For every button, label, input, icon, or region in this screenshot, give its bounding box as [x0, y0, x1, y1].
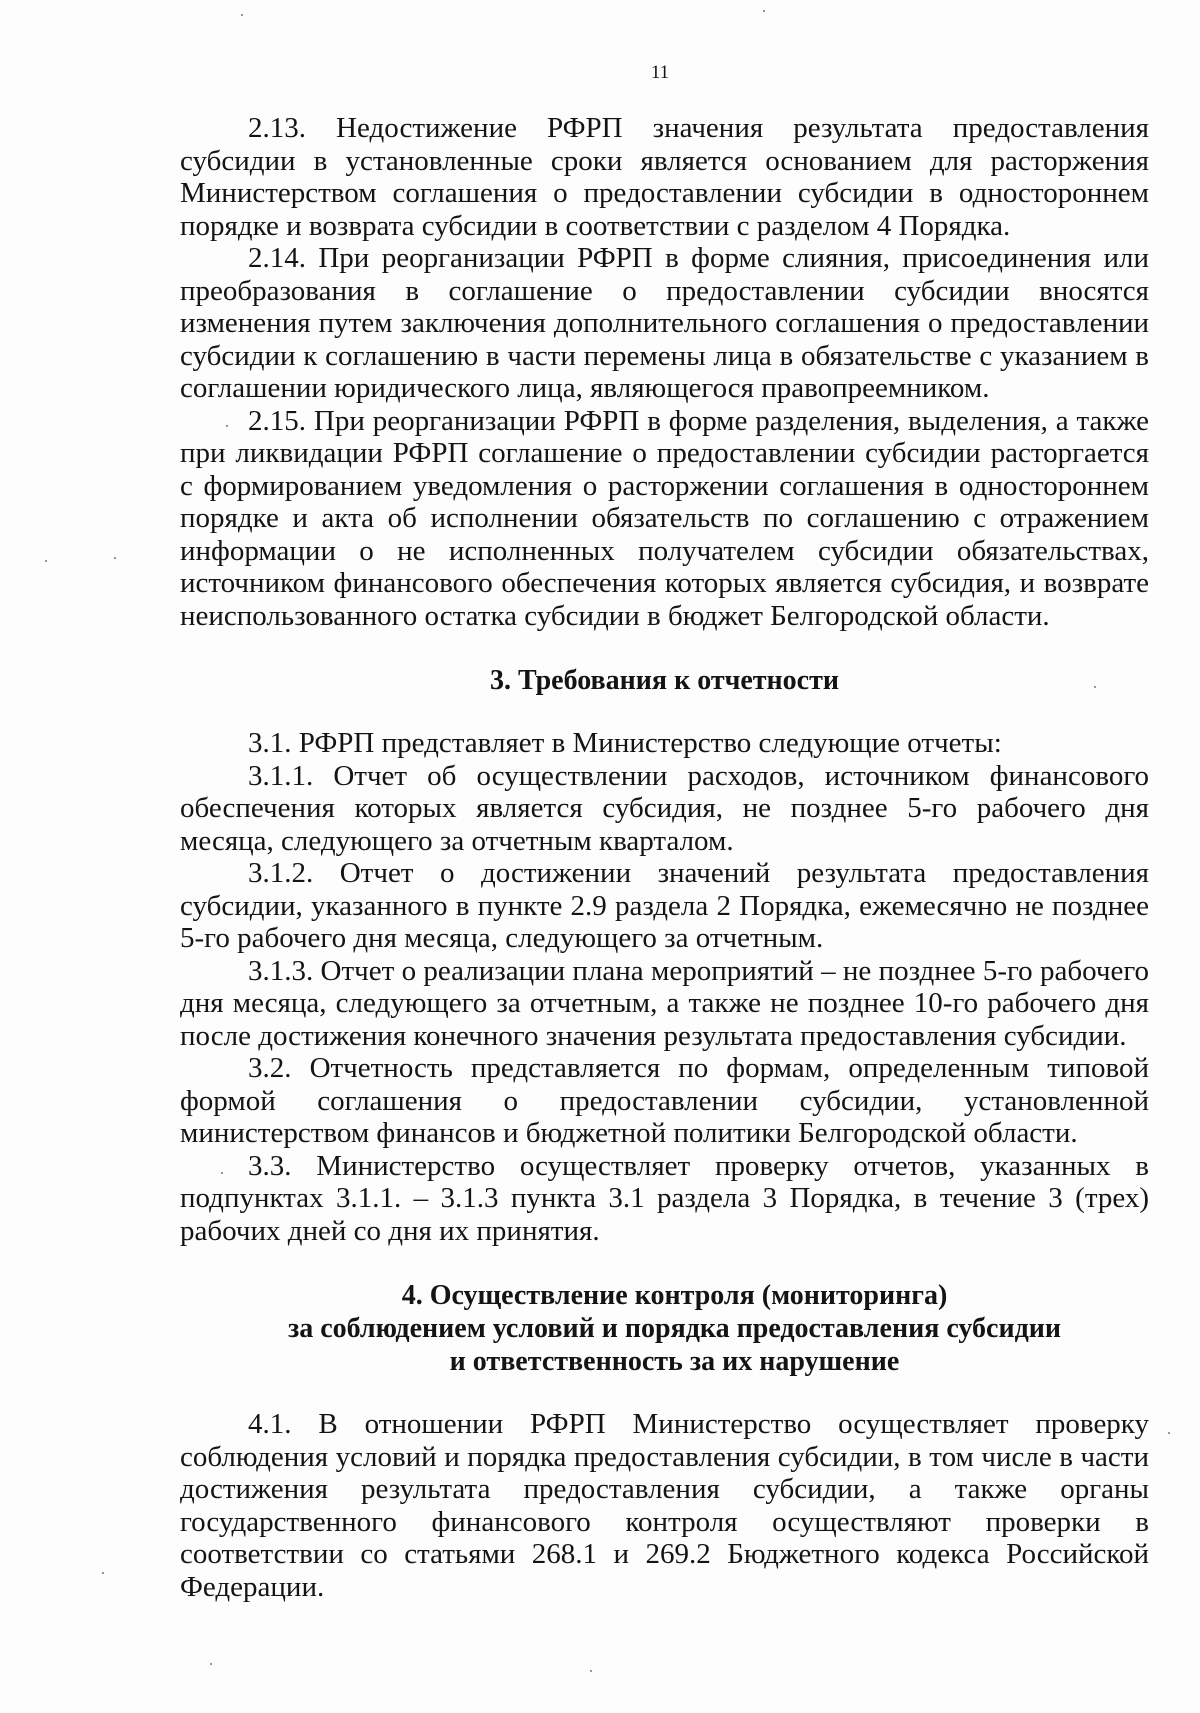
section-4-title-line-1: 4. Осуществление контроля (мониторинга) [401, 1280, 948, 1311]
paragraph-3-1-3: 3.1.3. Отчет о реализации плана мероприятий – не позднее 5-го рабочего дня месяца, следующего за отчетным, а также не позднее 10-го рабочего дня после достижения конечного значения результата предоставления субсидии. [180, 954, 1149, 1052]
paragraph-4-1: 4.1. В отношении РФРП Министерство осуществляет проверку соблюдения условий и порядка предоставления субсидии, в том числе в части достижения результата предоставления субсидии, а также органы государственного финансового контроля осуществляют проверки в соответствии со статьями 268.1 и 269.2 Бюджетного кодекса Российской Федерации. [180, 1408, 1149, 1603]
paragraph-3-3: 3.3. Министерство осуществляет проверку отчетов, указанных в подпунктах 3.1.1. – 3.1.3 пункта 3.1 раздела 3 Порядка, в течение 3 (трех) рабочих дней со дня их принятия. [180, 1149, 1149, 1247]
paragraph-2-13: 2.13. Недостижение РФРП значения результата предоставления субсидии в установленные сроки является основанием для расторжения Министерством соглашения о предоставлении субсидии в одностороннем порядке и возврата субсидии в соответствии с разделом 4 Порядка. [180, 112, 1149, 242]
spacer [180, 632, 1149, 664]
section-4-title-line-3: и ответственность за их нарушение [449, 1346, 900, 1377]
paragraph-3-1-2: 3.1.2. Отчет о достижении значений результата предоставления субсидии, указанного в пункте 2.9 раздела 2 Порядка, ежемесячно не позднее 5-го рабочего дня месяца, следующего за отчетным. [180, 857, 1149, 954]
spacer [180, 1247, 1149, 1279]
scan-speck [241, 14, 243, 16]
paragraph-3-2: 3.2. Отчетность представляется по формам, определенным типовой формой соглашения о предоставлении субсидии, установленной министерством финансов и бюджетной политики Белгородской области. [180, 1052, 1149, 1149]
scan-speck [763, 10, 765, 12]
paragraph-2-15: 2.15. При реорганизации РФРП в форме разделения, выделения, а также при ликвидации РФРП соглашение о предоставлении субсидии расторгается с формированием уведомления о расторжении соглашения в одностороннем порядке и акта об исполнении обязательств по соглашению с отражением информации о не исполненных получателем субсидии обязательствах, источником финансового обеспечения которых является субсидия, и возврате неиспользованного остатка субсидии в бюджет Белгородской области. [180, 404, 1149, 632]
section-4-title-line-2: за соблюдением условий и порядка предоставления субсидии [287, 1313, 1062, 1344]
scan-speck [45, 560, 47, 562]
scan-speck [210, 1663, 212, 1665]
page-number: 11 [650, 62, 670, 83]
spacer [180, 697, 1149, 727]
paragraph-2-14: 2.14. При реорганизации РФРП в форме слияния, присоединения или преобразования в соглашение о предоставлении субсидии вносятся изменения путем заключения дополнительного соглашения о предоставлении субсидии к соглашению в части перемены лица в обязательстве с указанием в соглашении юридического лица, являющегося правопреемником. [180, 242, 1149, 404]
section-3-title: 3. Требования к отчетности [489, 665, 839, 696]
scan-speck [1168, 1432, 1170, 1434]
scan-speck [226, 425, 228, 427]
scan-speck [102, 1572, 104, 1574]
scan-speck [114, 557, 116, 559]
section-4-title [180, 1279, 1149, 1378]
scan-speck [590, 1670, 592, 1672]
document-body [180, 112, 1149, 1603]
scan-speck [1094, 686, 1096, 688]
paragraph-3-1: 3.1. РФРП представляет в Министерство следующие отчеты: [248, 727, 1002, 759]
spacer [180, 1378, 1149, 1408]
scan-speck [221, 1172, 223, 1174]
paragraph-3-1-1: 3.1.1. Отчет об осуществлении расходов, источником финансового обеспечения которых является субсидия, не позднее 5-го рабочего дня месяца, следующего за отчетным кварталом. [180, 759, 1149, 857]
